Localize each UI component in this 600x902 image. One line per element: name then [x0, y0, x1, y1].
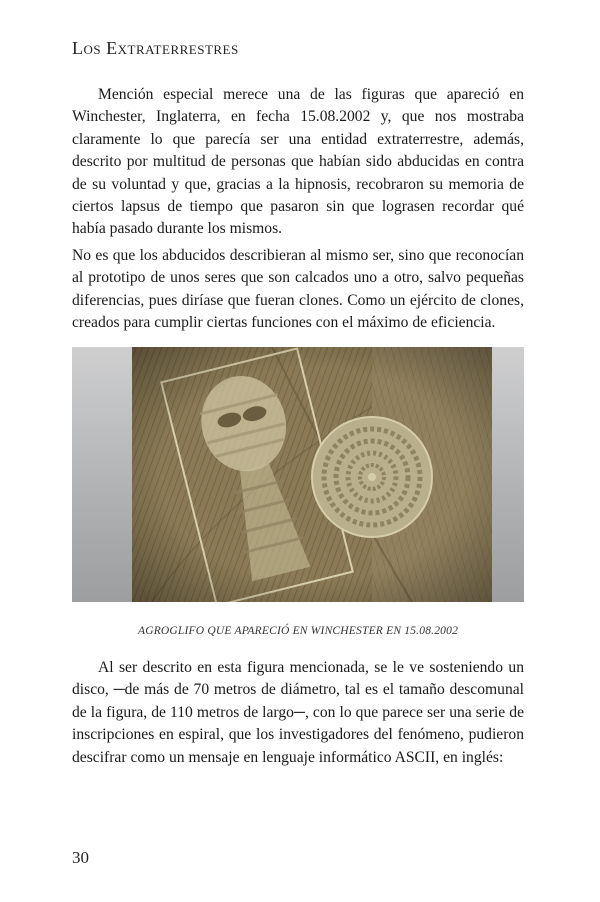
crop-circle-photo	[72, 347, 524, 602]
page-number: 30	[72, 848, 89, 867]
paragraph-3: Al ser descrito en esta figura mencionada, se le ve sosteniendo un disco, ─de más de 70 metros de diámetro, tal es el tamaño descomunal de la figura, de 110 metros de largo─, con lo que parece ser una serie de inscripciones en espiral, que los investigadores del fenómeno, pudieron descifrar como un mensaje en lenguaje informático ASCII, en inglés:	[72, 659, 524, 766]
paragraph-2: No es que los abducidos describieran al mismo ser, sino que reconocían al prototipo de unos seres que son calcados uno a otro, salvo pequeñas diferencias, pues diríase que fueran clones. Como un ejército de clones, creados para cumplir ciertas funciones con el máximo de eficiencia.	[72, 247, 524, 332]
paragraph-1: Mención especial merece una de las figuras que apareció en Winchester, Inglaterra, en fecha 15.08.2002 y, que nos mostraba claramente lo que parecía ser una entidad extraterrestre, además, descrito por multitud de personas que habían sido abducidas en contra de su voluntad y que, gracias a la hipnosis, recobraron su memoria de ciertos lapsus de tiempo que pasaron sin que lograsen recordar qué había pasado durante los mismos.	[72, 86, 524, 238]
figure-caption: AGROGLIFO QUE APARECIÓ EN WINCHESTER EN 15.08.2002	[137, 625, 459, 637]
running-header: Los Extraterrestres	[72, 38, 239, 58]
crop-circle-illustration	[72, 347, 524, 602]
